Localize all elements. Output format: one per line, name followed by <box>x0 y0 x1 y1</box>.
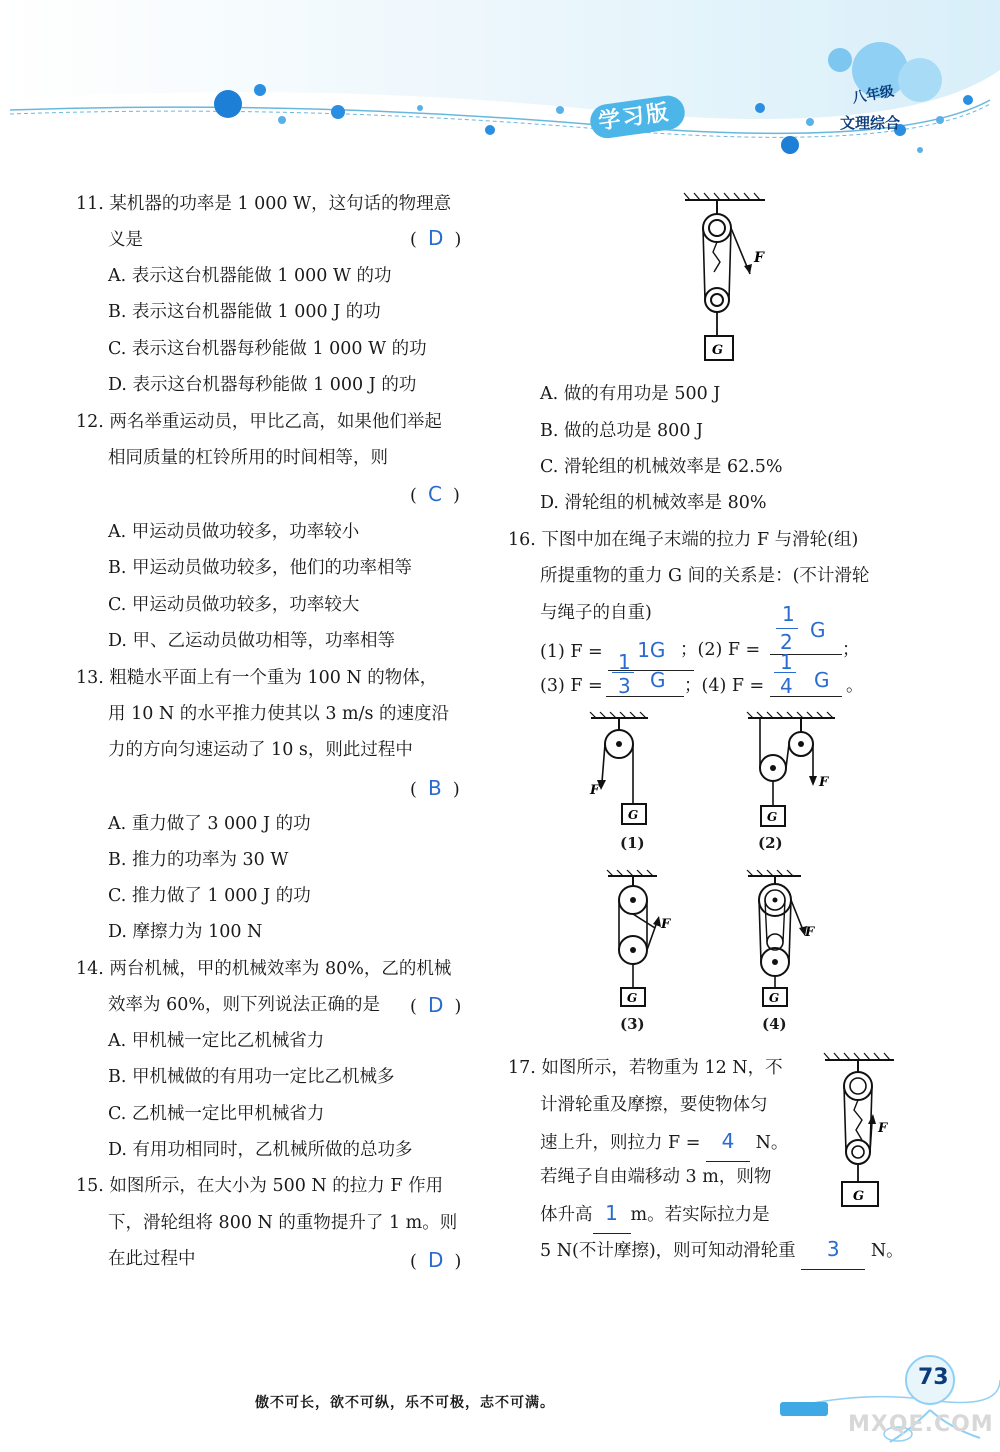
q16-line2: 所提重物的重力 G 间的关系是：(不计滑轮 <box>540 566 870 586</box>
q14-answer: D <box>427 993 444 1017</box>
q16-f1-answer: 1G <box>637 638 666 662</box>
q13-option-b: B. 推力的功率为 30 W <box>108 850 289 870</box>
q13-answer-box: ( B ) <box>410 776 460 800</box>
q16-f2-g: G <box>810 618 826 642</box>
q11-line1: 11. 某机器的功率是 1 000 W，这句话的物理意 <box>76 194 452 214</box>
q11-option-c: C. 表示这台机器每秒能做 1 000 W 的功 <box>108 339 427 359</box>
q17-line3-unit: N。 <box>755 1133 789 1153</box>
q11-option-a: A. 表示这台机器能做 1 000 W 的功 <box>108 266 392 286</box>
q16-f4-prefix: ；(4) F = <box>684 676 765 696</box>
q16-f3-num: 1 <box>618 650 631 674</box>
q16-answer-4 <box>770 650 842 697</box>
q11-option-b: B. 表示这台机器能做 1 000 J 的功 <box>108 302 381 322</box>
page-number: 73 <box>918 1365 949 1390</box>
q16-f2-num: 1 <box>782 602 795 626</box>
q16-caption-1: (1) <box>620 834 645 852</box>
q14-option-a: A. 甲机械一定比乙机械省力 <box>108 1031 325 1051</box>
q12-line2: 相同质量的杠铃所用的时间相等，则 <box>108 448 388 468</box>
q17-line5 <box>540 1195 770 1234</box>
q17-line6-unit: N。 <box>870 1241 904 1261</box>
q17-line6-text: 5 N(不计摩擦)，则可知动滑轮重 <box>540 1241 796 1261</box>
q16-line1: 16. 下图中加在绳子末端的拉力 F 与滑轮(组) <box>508 530 859 550</box>
q15-option-a: A. 做的有用功是 500 J <box>540 384 721 404</box>
q15-line3: 在此过程中 <box>108 1249 196 1269</box>
q12-answer: C <box>427 482 442 506</box>
q16-f3-prefix: (3) F = <box>540 676 603 696</box>
q13-option-d: D. 摩擦力为 100 N <box>108 922 263 942</box>
q11-option-d: D. 表示这台机器每秒能做 1 000 J 的功 <box>108 375 417 395</box>
q14-option-d: D. 有用功相同时，乙机械所做的总功多 <box>108 1140 413 1160</box>
q16-f4-den: 4 <box>780 674 793 698</box>
q14-option-c: C. 乙机械一定比甲机械省力 <box>108 1104 325 1124</box>
q15-force-label: F <box>754 250 764 266</box>
q16-f2-weight-label: G <box>767 810 778 824</box>
q16-figure-2 <box>745 712 845 827</box>
q17-line3-text: 速上升，则拉力 F = <box>540 1133 701 1153</box>
q16-caption-2: (2) <box>758 834 783 852</box>
q16-figure-4 <box>745 870 825 1008</box>
header-banner <box>0 0 1000 170</box>
q16-f4-weight-label: G <box>769 991 780 1005</box>
q17-line4: 若绳子自由端移动 3 m，则物 <box>540 1167 772 1187</box>
q16-caption-4: (4) <box>762 1015 787 1033</box>
q14-option-b: B. 甲机械做的有用功一定比乙机械多 <box>108 1067 395 1087</box>
q16-f1-label: (1) F = <box>540 642 603 662</box>
q17-pulley-figure <box>822 1052 912 1212</box>
q15-answer-box: ( D ) <box>410 1248 462 1272</box>
q16-figure-1 <box>588 712 658 827</box>
watermark: MXQE.COM <box>848 1412 994 1437</box>
q15-weight-label: G <box>712 343 724 358</box>
q15-option-c: C. 滑轮组的机械效率是 62.5% <box>540 457 783 477</box>
q16-end: 。 <box>846 676 864 696</box>
q14-line1: 14. 两台机械，甲的机械效率为 80%，乙的机械 <box>76 959 452 979</box>
q17-line3 <box>540 1123 788 1162</box>
q15-pulley-figure <box>680 192 790 372</box>
q17-weight-label: G <box>853 1189 865 1204</box>
q11-answer: D <box>427 226 444 250</box>
q16-f4-force-label: F <box>805 925 815 940</box>
q15-line1: 15. 如图所示，在大小为 500 N 的拉力 F 作用 <box>76 1176 444 1196</box>
q15-option-d: D. 滑轮组的机械效率是 80% <box>540 493 767 513</box>
q16-f4-num: 1 <box>780 650 793 674</box>
q16-sep: ； <box>842 640 860 660</box>
q17-line1: 17. 如图所示，若物重为 12 N，不 <box>508 1058 783 1078</box>
q13-line1: 13. 粗糙水平面上有一个重为 100 N 的物体， <box>76 668 438 688</box>
q13-option-c: C. 推力做了 1 000 J 的功 <box>108 886 311 906</box>
q16-f2-prefix: ；(2) F = <box>680 640 761 660</box>
q16-f1-force-label: F <box>590 783 600 798</box>
q16-figure-3 <box>605 870 685 1008</box>
q16-caption-3: (3) <box>620 1015 645 1033</box>
q12-option-d: D. 甲、乙运动员做功相等，功率相等 <box>108 631 396 651</box>
subject-label: 文理综合 <box>840 114 901 132</box>
q13-option-a: A. 重力做了 3 000 J 的功 <box>108 814 311 834</box>
q17-line2: 计滑轮重及摩擦，要使物体匀 <box>540 1095 768 1115</box>
q17-line5-rest: m。若实际拉力是 <box>630 1205 770 1225</box>
q17-answer-pulley-weight: 3 <box>826 1237 840 1261</box>
q15-line2: 下，滑轮组将 800 N 的重物提升了 1 m。则 <box>108 1213 458 1233</box>
q15-option-b: B. 做的总功是 800 J <box>540 421 704 441</box>
q17-line6 <box>540 1231 904 1270</box>
q16-f3-force-label: F <box>661 917 671 932</box>
q16-f3-den: 3 <box>618 674 631 698</box>
q13-line2: 用 10 N 的水平推力使其以 3 m/s 的速度沿 <box>108 704 450 724</box>
q11-answer-box: ( D ) <box>410 226 462 250</box>
q13-line3: 力的方向匀速运动了 10 s，则此过程中 <box>108 740 413 760</box>
q16-f2-den: 2 <box>780 630 793 654</box>
grade-label: 八年级 <box>851 83 896 107</box>
q13-answer: B <box>427 776 442 800</box>
q17-answer-force: 4 <box>721 1129 735 1153</box>
q12-option-c: C. 甲运动员做功较多，功率较大 <box>108 595 360 615</box>
q16-answer-2 <box>770 602 842 655</box>
q16-f4-g: G <box>814 668 830 692</box>
q17-answer-height: 1 <box>605 1201 618 1225</box>
header-decoration <box>0 0 1000 170</box>
q17-force-label: F <box>878 1121 888 1136</box>
q16-f1-weight-label: G <box>628 808 639 822</box>
footer-motto: 傲不可长，欲不可纵，乐不可极，志不可满。 <box>255 1395 555 1411</box>
q12-option-b: B. 甲运动员做功较多，他们的功率相等 <box>108 558 412 578</box>
q16-f2-force-label: F <box>819 775 829 790</box>
q16-f3-g: G <box>650 668 666 692</box>
q17-line5-text: 体升高 <box>540 1205 593 1225</box>
q12-answer-box: ( C ) <box>410 482 460 506</box>
q16-f3-weight-label: G <box>627 991 638 1005</box>
q15-answer: D <box>427 1248 444 1272</box>
q16-line3: 与绳子的自重) <box>540 603 652 623</box>
q14-answer-box: ( D ) <box>410 993 462 1017</box>
q16-answer-3 <box>606 650 684 697</box>
q12-option-a: A. 甲运动员做功较多，功率较小 <box>108 522 360 542</box>
q14-line2: 效率为 60%，则下列说法正确的是 <box>108 995 380 1015</box>
q11-line2: 义是 <box>108 230 143 250</box>
q12-line1: 12. 两名举重运动员，甲比乙高，如果他们举起 <box>76 412 442 432</box>
edition-badge: 学习版 <box>596 100 672 135</box>
